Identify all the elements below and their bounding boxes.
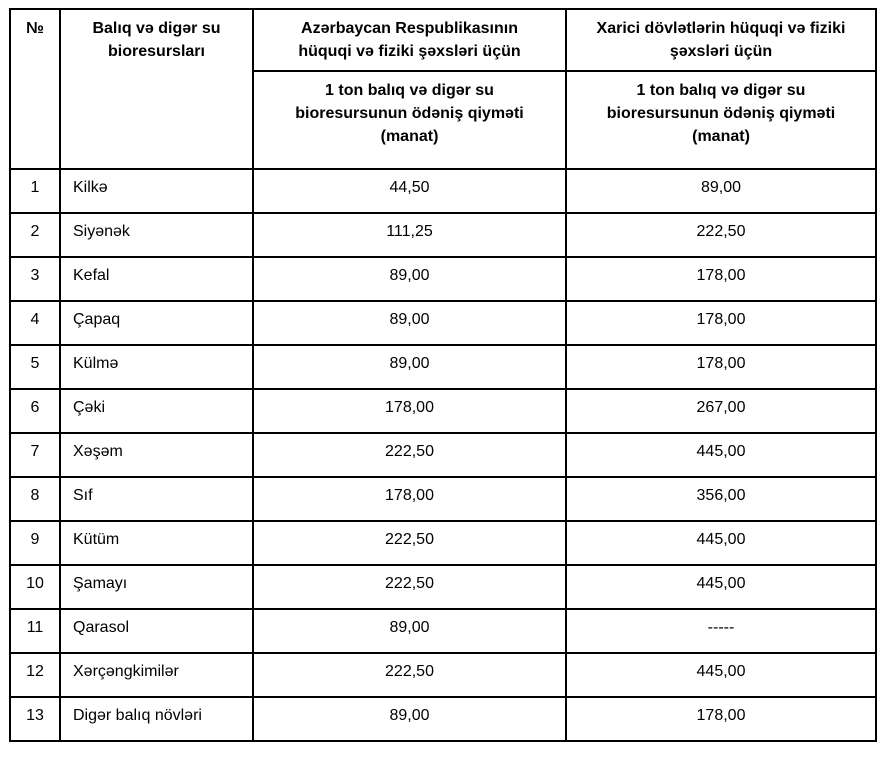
fish-name-cell: Kilkə: [60, 169, 253, 213]
table-row: [10, 301, 876, 345]
column-header-azerbaijan-entities: Azərbaycan Respublikasının hüquqi və fiziki şəxsləri üçün: [253, 9, 566, 71]
table-row: [10, 609, 876, 653]
price-az-cell: 178,00: [253, 477, 566, 521]
header-row-top: [10, 9, 876, 71]
row-number-cell: 2: [10, 213, 60, 257]
table-row: [10, 653, 876, 697]
table-row: [10, 477, 876, 521]
fish-name-cell: Çəki: [60, 389, 253, 433]
row-number-cell: 11: [10, 609, 60, 653]
row-number-cell: 13: [10, 697, 60, 741]
column-header-bioresource-name: Balıq və digər su bioresursları: [60, 9, 253, 169]
column-header-foreign-entities: Xarici dövlətlərin hüquqi və fiziki şəxsləri üçün: [566, 9, 876, 71]
fish-name-cell: Qarasol: [60, 609, 253, 653]
row-number-cell: 10: [10, 565, 60, 609]
row-number-cell: 1: [10, 169, 60, 213]
table-row: [10, 257, 876, 301]
price-az-cell: 111,25: [253, 213, 566, 257]
table-row: [10, 389, 876, 433]
price-foreign-cell: 178,00: [566, 697, 876, 741]
price-az-cell: 222,50: [253, 653, 566, 697]
table-row: [10, 521, 876, 565]
price-az-cell: 222,50: [253, 521, 566, 565]
price-foreign-cell: 445,00: [566, 433, 876, 477]
fish-name-cell: Çapaq: [60, 301, 253, 345]
table-row: [10, 697, 876, 741]
row-number-cell: 7: [10, 433, 60, 477]
column-header-number: №: [10, 9, 60, 169]
price-az-cell: 178,00: [253, 389, 566, 433]
price-foreign-cell: 178,00: [566, 301, 876, 345]
price-foreign-cell: 356,00: [566, 477, 876, 521]
table-body: [10, 169, 876, 741]
table-row: [10, 169, 876, 213]
price-az-cell: 89,00: [253, 609, 566, 653]
price-foreign-cell: 445,00: [566, 521, 876, 565]
price-foreign-cell: 267,00: [566, 389, 876, 433]
fish-name-cell: Xərçəngkimilər: [60, 653, 253, 697]
price-az-cell: 222,50: [253, 565, 566, 609]
fish-name-cell: Xəşəm: [60, 433, 253, 477]
row-number-cell: 5: [10, 345, 60, 389]
price-foreign-cell: 445,00: [566, 565, 876, 609]
fish-name-cell: Kefal: [60, 257, 253, 301]
price-az-cell: 89,00: [253, 301, 566, 345]
table-header: [10, 9, 876, 169]
table-row: [10, 565, 876, 609]
subheader-az-price-per-ton: 1 ton balıq və digər su bioresursunun ödəniş qiyməti (manat): [253, 71, 566, 169]
table-row: [10, 213, 876, 257]
fish-name-cell: Şamayı: [60, 565, 253, 609]
table-row: [10, 433, 876, 477]
price-az-cell: 44,50: [253, 169, 566, 213]
row-number-cell: 6: [10, 389, 60, 433]
fish-name-cell: Kütüm: [60, 521, 253, 565]
row-number-cell: 12: [10, 653, 60, 697]
price-az-cell: 89,00: [253, 345, 566, 389]
price-foreign-cell: -----: [566, 609, 876, 653]
row-number-cell: 3: [10, 257, 60, 301]
fish-name-cell: Siyənək: [60, 213, 253, 257]
fish-bioresources-fee-table: [9, 8, 877, 742]
price-az-cell: 89,00: [253, 257, 566, 301]
price-foreign-cell: 178,00: [566, 345, 876, 389]
price-foreign-cell: 178,00: [566, 257, 876, 301]
price-az-cell: 89,00: [253, 697, 566, 741]
fish-name-cell: Digər balıq növləri: [60, 697, 253, 741]
table-row: [10, 345, 876, 389]
price-az-cell: 222,50: [253, 433, 566, 477]
fish-name-cell: Külmə: [60, 345, 253, 389]
price-foreign-cell: 445,00: [566, 653, 876, 697]
row-number-cell: 4: [10, 301, 60, 345]
price-foreign-cell: 89,00: [566, 169, 876, 213]
row-number-cell: 8: [10, 477, 60, 521]
fish-name-cell: Sıf: [60, 477, 253, 521]
row-number-cell: 9: [10, 521, 60, 565]
subheader-foreign-price-per-ton: 1 ton balıq və digər su bioresursunun ödəniş qiyməti (manat): [566, 71, 876, 169]
price-foreign-cell: 222,50: [566, 213, 876, 257]
